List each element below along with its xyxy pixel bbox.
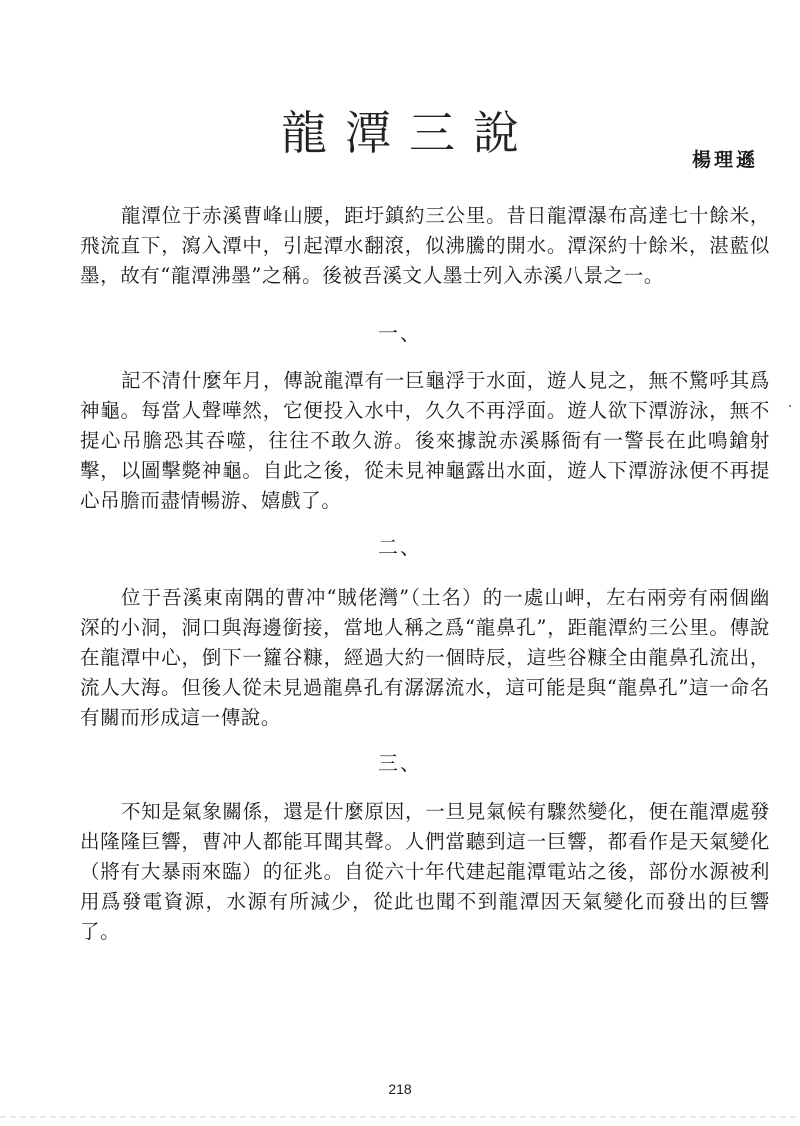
intro-paragraph: 龍潭位于赤溪曹峰山腰，距圩鎮約三公里。昔日龍潭瀑布高達七十餘米，飛流直下，瀉入潭中，引起潭水翻滾，似沸騰的開水。潭深約十餘米，湛藍似墨，故有“龍潭沸墨”之稱。後被吾溪文人墨士列入赤溪八景之一。 [80,204,770,287]
author-name: 楊理遜 [691,149,758,171]
margin-mark [789,405,791,407]
section-heading-3: 三、 [378,751,422,775]
section-heading-1: 一、 [378,321,422,345]
scan-edge-divider [0,1116,800,1118]
section-heading-2: 二、 [378,535,422,559]
page-number: 218 [388,1081,412,1097]
section-3-paragraph: 不知是氣象關係，還是什麼原因，一旦見氣候有驟然變化，便在龍潭處發出隆隆巨響，曹冲人都能耳聞其聲。人們當聽到這一巨響，都看作是天氣變化（將有大暴雨來臨）的征兆。自從六十年代建起龍潭電站之後，部份水源被利用爲發電資源，水源有所減少，從此也聞不到龍潭因天氣變化而發出的巨響了。 [80,800,770,943]
section-1-paragraph: 記不清什麼年月，傳說龍潭有一巨龜浮于水面，遊人見之，無不驚呼其爲神龜。每當人聲嘩然，它便投入水中，久久不再浮面。遊人欲下潭游泳，無不提心吊膽恐其吞噬，往往不敢久游。後來據說赤溪縣衙有一警長在此鳴鎗射擊，以圖擊斃神龜。自此之後，從未見神龜露出水面，遊人下潭游泳便不再提心吊膽而盡情暢游、嬉戲了。 [80,369,770,512]
section-2-paragraph: 位于吾溪東南隅的曹冲“賊佬灣”（土名）的一處山岬，左右兩旁有兩個幽深的小洞，洞口與海邊銜接，當地人稱之爲“龍鼻孔”，距龍潭約三公里。傳說在龍潭中心，倒下一籮谷糠，經過大約一個時辰，這些谷糠全由龍鼻孔流出，流人大海。但後人從未見過龍鼻孔有潺潺流水，這可能是與“龍鼻孔”這一命名有關而形成這一傳說。 [80,586,770,729]
page-title: 龍潭三說 [281,105,537,160]
